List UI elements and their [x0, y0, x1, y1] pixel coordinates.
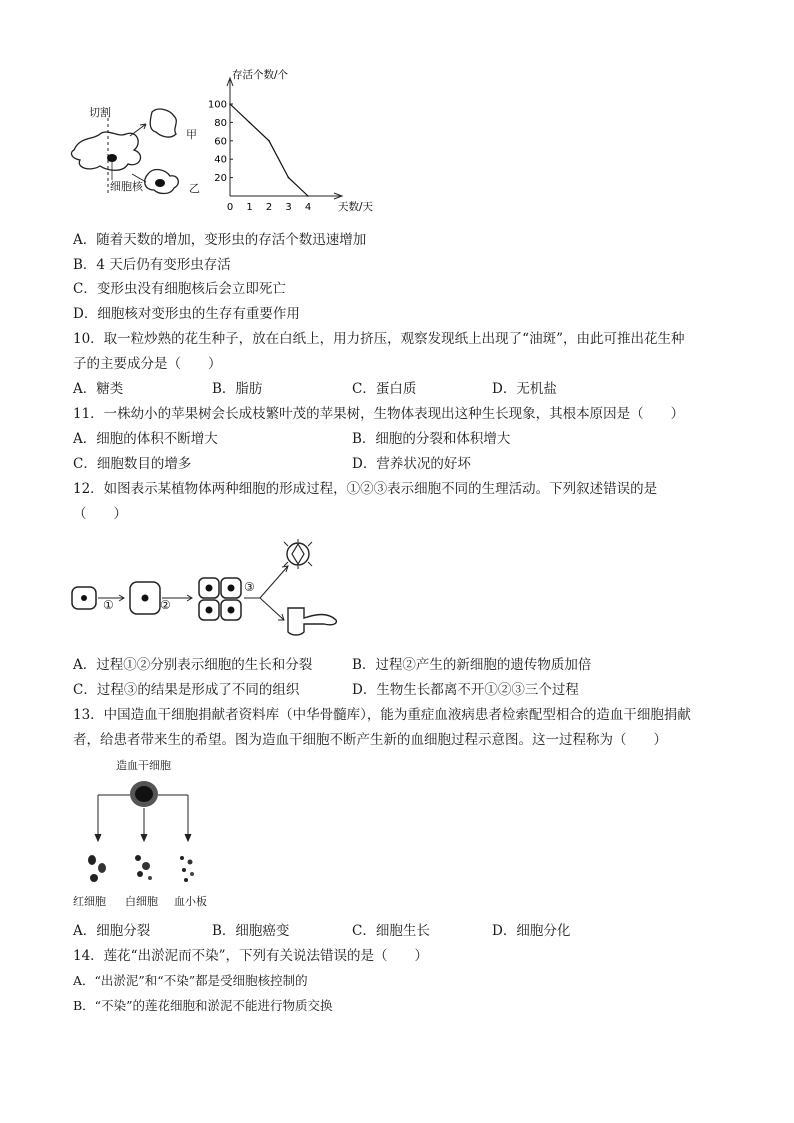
y-tick-label: 60 — [214, 136, 227, 148]
platelets-shape — [180, 856, 194, 882]
step3-label: ③ — [244, 580, 255, 594]
blood-cell-diagram — [70, 770, 220, 890]
q12-stem-line2: （ ） — [73, 506, 127, 522]
q10-option-b: B．脂肪 — [212, 381, 263, 397]
q13-option-a: A．细胞分裂 — [73, 923, 151, 939]
piece-jia-outline — [150, 109, 176, 137]
white-blood-cells-shape — [135, 855, 152, 880]
step2-label: ② — [160, 598, 171, 612]
q11-option-c: C．细胞数目的增多 — [73, 456, 192, 472]
q11-stem-line1: 11．一株幼小的苹果树会长成枝繁叶茂的苹果树，生物体表现出这种生长现象，其根本原因是（ ） — [73, 406, 685, 422]
q12-option-b: B．过程②产生的新细胞的遗传物质加倍 — [352, 657, 592, 673]
q10-option-c: C．蛋白质 — [352, 381, 417, 397]
piece-yi-nucleus — [155, 179, 165, 187]
survival-series-line — [230, 104, 308, 196]
cell-divided-group — [199, 578, 241, 620]
survival-data-point — [268, 140, 270, 142]
survival-data-point — [288, 177, 290, 179]
red-blood-cells-shape — [88, 855, 106, 882]
x-tick-label: 0 — [226, 202, 234, 213]
survival-data-point — [229, 103, 231, 105]
q13-stem-line2: 者，给患者带来生的希望。图为造血干细胞不断产生新的血细胞过程示意图。这一过程称为（ ） — [73, 732, 667, 748]
q11-option-a: A．细胞的体积不断增大 — [73, 431, 218, 447]
amoeba-outline — [72, 132, 141, 170]
q10-stem-line2: 子的主要成分是（ ） — [73, 356, 222, 372]
q10-option-a: A．糖类 — [73, 381, 124, 397]
cell-process-diagram — [66, 536, 356, 646]
q12-option-d: D．生物生长都离不开①②③三个过程 — [352, 682, 579, 698]
survival-chart — [207, 68, 380, 218]
nucleus-label: 细胞核 — [110, 180, 143, 193]
guard-cell-shape — [284, 539, 312, 569]
q14-stem-line1: 14．莲花“出淤泥而不染”，下列有关说法错误的是（ ） — [73, 948, 428, 964]
x-tick-label: 4 — [304, 202, 312, 213]
x-axis-label: 天数/天 — [338, 201, 374, 213]
q11-option-b: B．细胞的分裂和体积增大 — [352, 431, 511, 447]
amoeba-nucleus — [107, 154, 117, 162]
root-hair-cell-shape — [288, 608, 336, 635]
survival-data-point — [249, 122, 251, 124]
q12-option-a: A．过程①②分别表示细胞的生长和分裂 — [73, 657, 313, 673]
y-axis-label: 存活个数/个 — [232, 69, 289, 81]
y-tick-label: 100 — [207, 99, 227, 111]
x-tick-label: 3 — [285, 202, 292, 213]
rbc-label: 红细胞 — [73, 895, 106, 908]
survival-data-point — [307, 195, 309, 197]
step1-label: ① — [103, 598, 114, 612]
stem-cell-label: 造血干细胞 — [116, 759, 171, 772]
q9-option-a: A．随着天数的增加，变形虫的存活个数迅速增加 — [73, 232, 367, 248]
q12-option-c: C．过程③的结果是形成了不同的组织 — [73, 682, 300, 698]
q14-option-a: A．“出淤泥”和“不染”都是受细胞核控制的 — [73, 973, 308, 988]
q14-option-b: B．“不染”的莲花细胞和淤泥不能进行物质交换 — [73, 998, 333, 1013]
y-tick-label: 40 — [214, 154, 227, 166]
q10-stem-line1: 10．取一粒炒熟的花生种子，放在白纸上，用力挤压，观察发现纸上出现了“油斑”，由此可推出花生种 — [73, 331, 685, 347]
q11-option-d: D．营养状况的好坏 — [352, 456, 471, 472]
y-tick-label: 20 — [214, 173, 227, 185]
q9-option-c: C．变形虫没有细胞核后会立即死亡 — [73, 281, 286, 297]
q9-option-b: B．4 天后仍有变形虫存活 — [73, 257, 231, 273]
x-tick-label: 1 — [246, 202, 253, 213]
q13-stem-line1: 13．中国造血干细胞捐献者资料库（中华骨髓库），能为重症血液病患者检索配型相合的造血干细胞捐献 — [73, 707, 691, 723]
jia-label: 甲 — [186, 128, 197, 141]
q13-option-c: C．细胞生长 — [352, 923, 430, 939]
q9-option-d: D．细胞核对变形虫的生存有重要作用 — [73, 306, 300, 322]
y-tick-label: 80 — [214, 117, 227, 129]
cut-label: 切割 — [89, 106, 111, 119]
q12-stem-line1: 12．如图表示某植物体两种细胞的形成过程，①②③表示细胞不同的生理活动。下列叙述错误的是 — [73, 481, 658, 497]
wbc-label: 白细胞 — [125, 895, 158, 908]
q13-option-b: B．细胞癌变 — [212, 923, 290, 939]
q10-option-d: D．无机盐 — [492, 381, 557, 397]
x-tick-label: 2 — [265, 202, 273, 213]
q13-option-d: D．细胞分化 — [492, 923, 571, 939]
platelet-label: 血小板 — [174, 895, 207, 908]
yi-label: 乙 — [189, 182, 200, 195]
